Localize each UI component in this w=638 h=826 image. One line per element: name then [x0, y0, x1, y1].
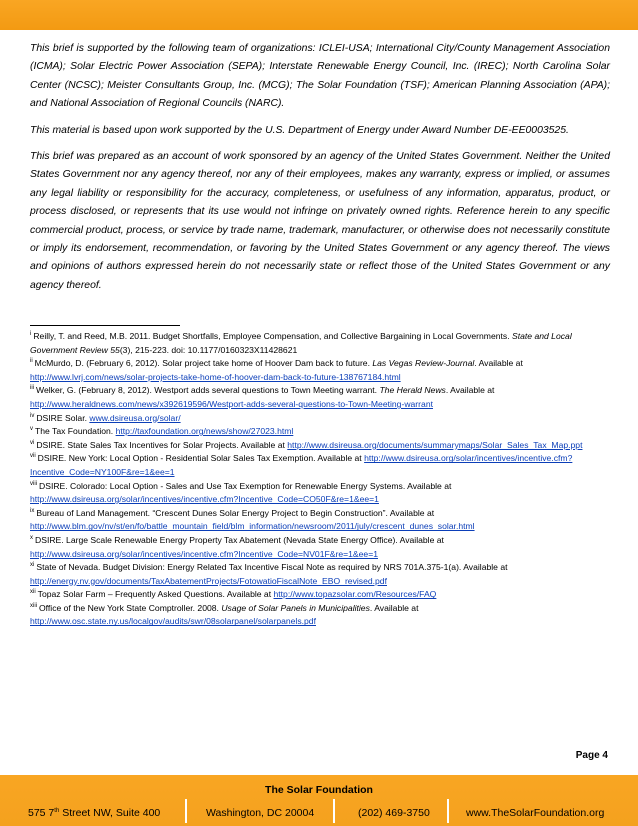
footnote-link[interactable]: www.dsireusa.org/solar/ — [89, 412, 181, 423]
footnote-mark: xii — [30, 589, 36, 596]
footnote-mark: ii — [30, 358, 33, 365]
footnote-link[interactable]: http://www.topazsolar.com/Resources/FAQ — [273, 589, 437, 600]
footnote-text: Topaz Solar Farm – Frequently Asked Questions. Available at — [37, 589, 274, 600]
footnote-mark: ix — [30, 507, 35, 514]
footnote-link[interactable]: http://www.dsireusa.org/solar/incentives/incentive.cfm?Incentive_Code=NY100F&re=1&ee=1 — [30, 453, 573, 477]
footnotes — [30, 330, 610, 629]
footnote-divider — [30, 325, 180, 326]
footer-address: 575 7th Street NW, Suite 400 — [28, 807, 161, 819]
footnote-text: . Available at — [445, 385, 495, 396]
doe-paragraph: This material is based upon work supported by the U.S. Department of Energy under Award Number DE-EE0003525. — [30, 124, 569, 136]
footnote-link[interactable]: http://www.dsireusa.org/documents/summarymaps/Solar_Sales_Tax_Map.ppt — [287, 439, 583, 450]
disclaimer-paragraph: This brief was prepared as an account of work sponsored by an agency of the United States Government. Neither the United States Government nor any agency thereof, nor any of their employees, makes any warranty, express or implied, or assumes any legal liability or responsibility for the accuracy, completeness, or usefulness of any information, apparatus, product, or process disclosed, or represents that its use would not infringe on privately owned rights. Reference herein to any specific commercial product, process, or service by trade name, trademark, manufacturer, or otherwise does not necessarily constitute or imply its endorsement, recommendation, or favoring by the United States Government or any agency thereof. The views and opinions of authors expressed herein do not necessarily state or reflect those of the United States Government or any agency thereof. — [30, 151, 610, 291]
footnote-source-title: Usage of Solar Panels in Municipalities — [221, 602, 370, 613]
footnote — [30, 330, 610, 357]
footer-website[interactable]: www.TheSolarFoundation.org — [466, 807, 605, 819]
footnote-text: Welker, G. (February 8, 2012). Westport adds several questions to Town Meeting warrant. — [36, 385, 380, 396]
footnote-link[interactable]: http://www.heraldnews.com/news/x392619596/Westport-adds-several-questions-to-Town-Meeting-warrant — [30, 398, 433, 409]
footer-separator — [447, 799, 449, 823]
footnote — [30, 602, 610, 629]
footnote-link[interactable]: http://www.lvrj.com/news/solar-projects-take-home-of-hoover-dam-back-to-future-138767184.html — [30, 371, 401, 382]
footnote — [30, 425, 610, 439]
footnote — [30, 480, 610, 507]
footnote-link[interactable]: http://www.osc.state.ny.us/localgov/audits/swr/08solarpanel/solarpanels.pdf — [30, 616, 316, 627]
support-paragraph: This brief is supported by the following team of organizations: ICLEI-USA; International City/County Management Association (ICMA); Solar Electric Power Association (SEPA); Interstate Renewable Energy Council, Inc. (IREC); North Carolina Solar Center (NCSC); Meister Consultants Group, Inc. (MCG); The Solar Foundation (TSF); American Planning Association (APA); and National Association of Regional Councils (NARC). — [30, 43, 610, 110]
footnote-text: DSIRE. Colorado: Local Option - Sales and Use Tax Exemption for Renewable Energy Systems. Available at — [39, 480, 452, 491]
footnote-mark: iv — [30, 412, 35, 419]
footer-separator — [333, 799, 335, 823]
footnote — [30, 561, 610, 588]
footnote-link[interactable]: http://www.blm.gov/nv/st/en/fo/battle_mountain_field/blm_information/newsroom/2011/july/crescent_dunes_solar.html — [30, 521, 475, 532]
footnote-mark: xiii — [30, 602, 37, 609]
footnote-mark: xi — [30, 562, 35, 569]
footnote-mark: viii — [30, 480, 37, 487]
footnote-mark: v — [30, 426, 33, 433]
footnote-text: State of Nevada. Budget Division: Energy Related Tax Incentive Fiscal Note as required by NRS 701A.375-1(a). Available at — [36, 562, 508, 573]
footnote-text: Bureau of Land Management. “Crescent Dunes Solar Energy Project to Begin Construction”. Available at — [36, 507, 435, 518]
footnote — [30, 452, 610, 479]
footnote-mark: x — [30, 534, 33, 541]
footnote-mark: vii — [30, 453, 36, 460]
footnote-link[interactable]: http://www.dsireusa.org/solar/incentives/incentive.cfm?Incentive_Code=NV01F&re=1&ee=1 — [30, 548, 378, 559]
footer-separator — [185, 799, 187, 823]
footnote-link[interactable]: http://taxfoundation.org/news/show/27023.html — [115, 426, 294, 437]
footnote-source-title: Las Vegas Review-Journal — [372, 358, 475, 369]
footnote-link[interactable]: http://www.dsireusa.org/solar/incentives/incentive.cfm?Incentive_Code=CO50F&re=1&ee=1 — [30, 494, 379, 505]
footnote-source-title: State and Local Government Review 55 — [30, 331, 572, 355]
footer-phone: (202) 469-3750 — [358, 807, 430, 819]
footnote-text: DSIRE. Large Scale Renewable Energy Property Tax Abatement (Nevada State Energy Office). Available at — [35, 534, 444, 545]
footnote-text: The Tax Foundation. — [35, 426, 116, 437]
footnote-text: Office of the New York State Comptroller. 2008. — [39, 602, 222, 613]
footer-title: The Solar Foundation — [265, 784, 373, 796]
footnote — [30, 439, 610, 453]
footnote-source-title: The Herald News — [379, 385, 446, 396]
footnote — [30, 534, 610, 561]
footer-bar — [0, 775, 638, 826]
footnote-text: DSIRE. State Sales Tax Incentives for Solar Projects. Available at — [36, 439, 288, 450]
page-number: Page 4 — [575, 750, 608, 761]
footnote-mark: vi — [30, 439, 35, 446]
footnote — [30, 384, 610, 411]
footnote-mark: iii — [30, 385, 34, 392]
footnote-mark: i — [30, 331, 32, 337]
intro-text — [30, 40, 610, 303]
footnote-text: . Available at — [474, 358, 523, 369]
footnote — [30, 507, 610, 534]
footnote-link[interactable]: http://energy.nv.gov/documents/TaxAbatementProjects/FotowatioFiscalNote_EBO_revised.pdf — [30, 575, 387, 586]
footer-city: Washington, DC 20004 — [206, 807, 315, 819]
header-bar — [0, 0, 638, 30]
footnote-text: DSIRE Solar. — [36, 412, 90, 423]
footnote — [30, 357, 610, 384]
footnote-text: (3), 215-223. doi: 10.1177/0160323X11428621 — [119, 344, 298, 355]
footnote — [30, 412, 610, 426]
footnote-text: McMurdo, D. (February 6, 2012). Solar project take home of Hoover Dam back to future. — [34, 358, 373, 369]
footnote-text: . Available at — [369, 602, 419, 613]
footnote — [30, 588, 610, 602]
footnote-text: Reilly, T. and Reed, M.B. 2011. Budget Shortfalls, Employee Compensation, and Collective Bargaining in Local Governments. — [33, 331, 512, 341]
footnote-text: DSIRE. New York: Local Option - Residential Solar Sales Tax Exemption. Available at — [37, 453, 365, 464]
